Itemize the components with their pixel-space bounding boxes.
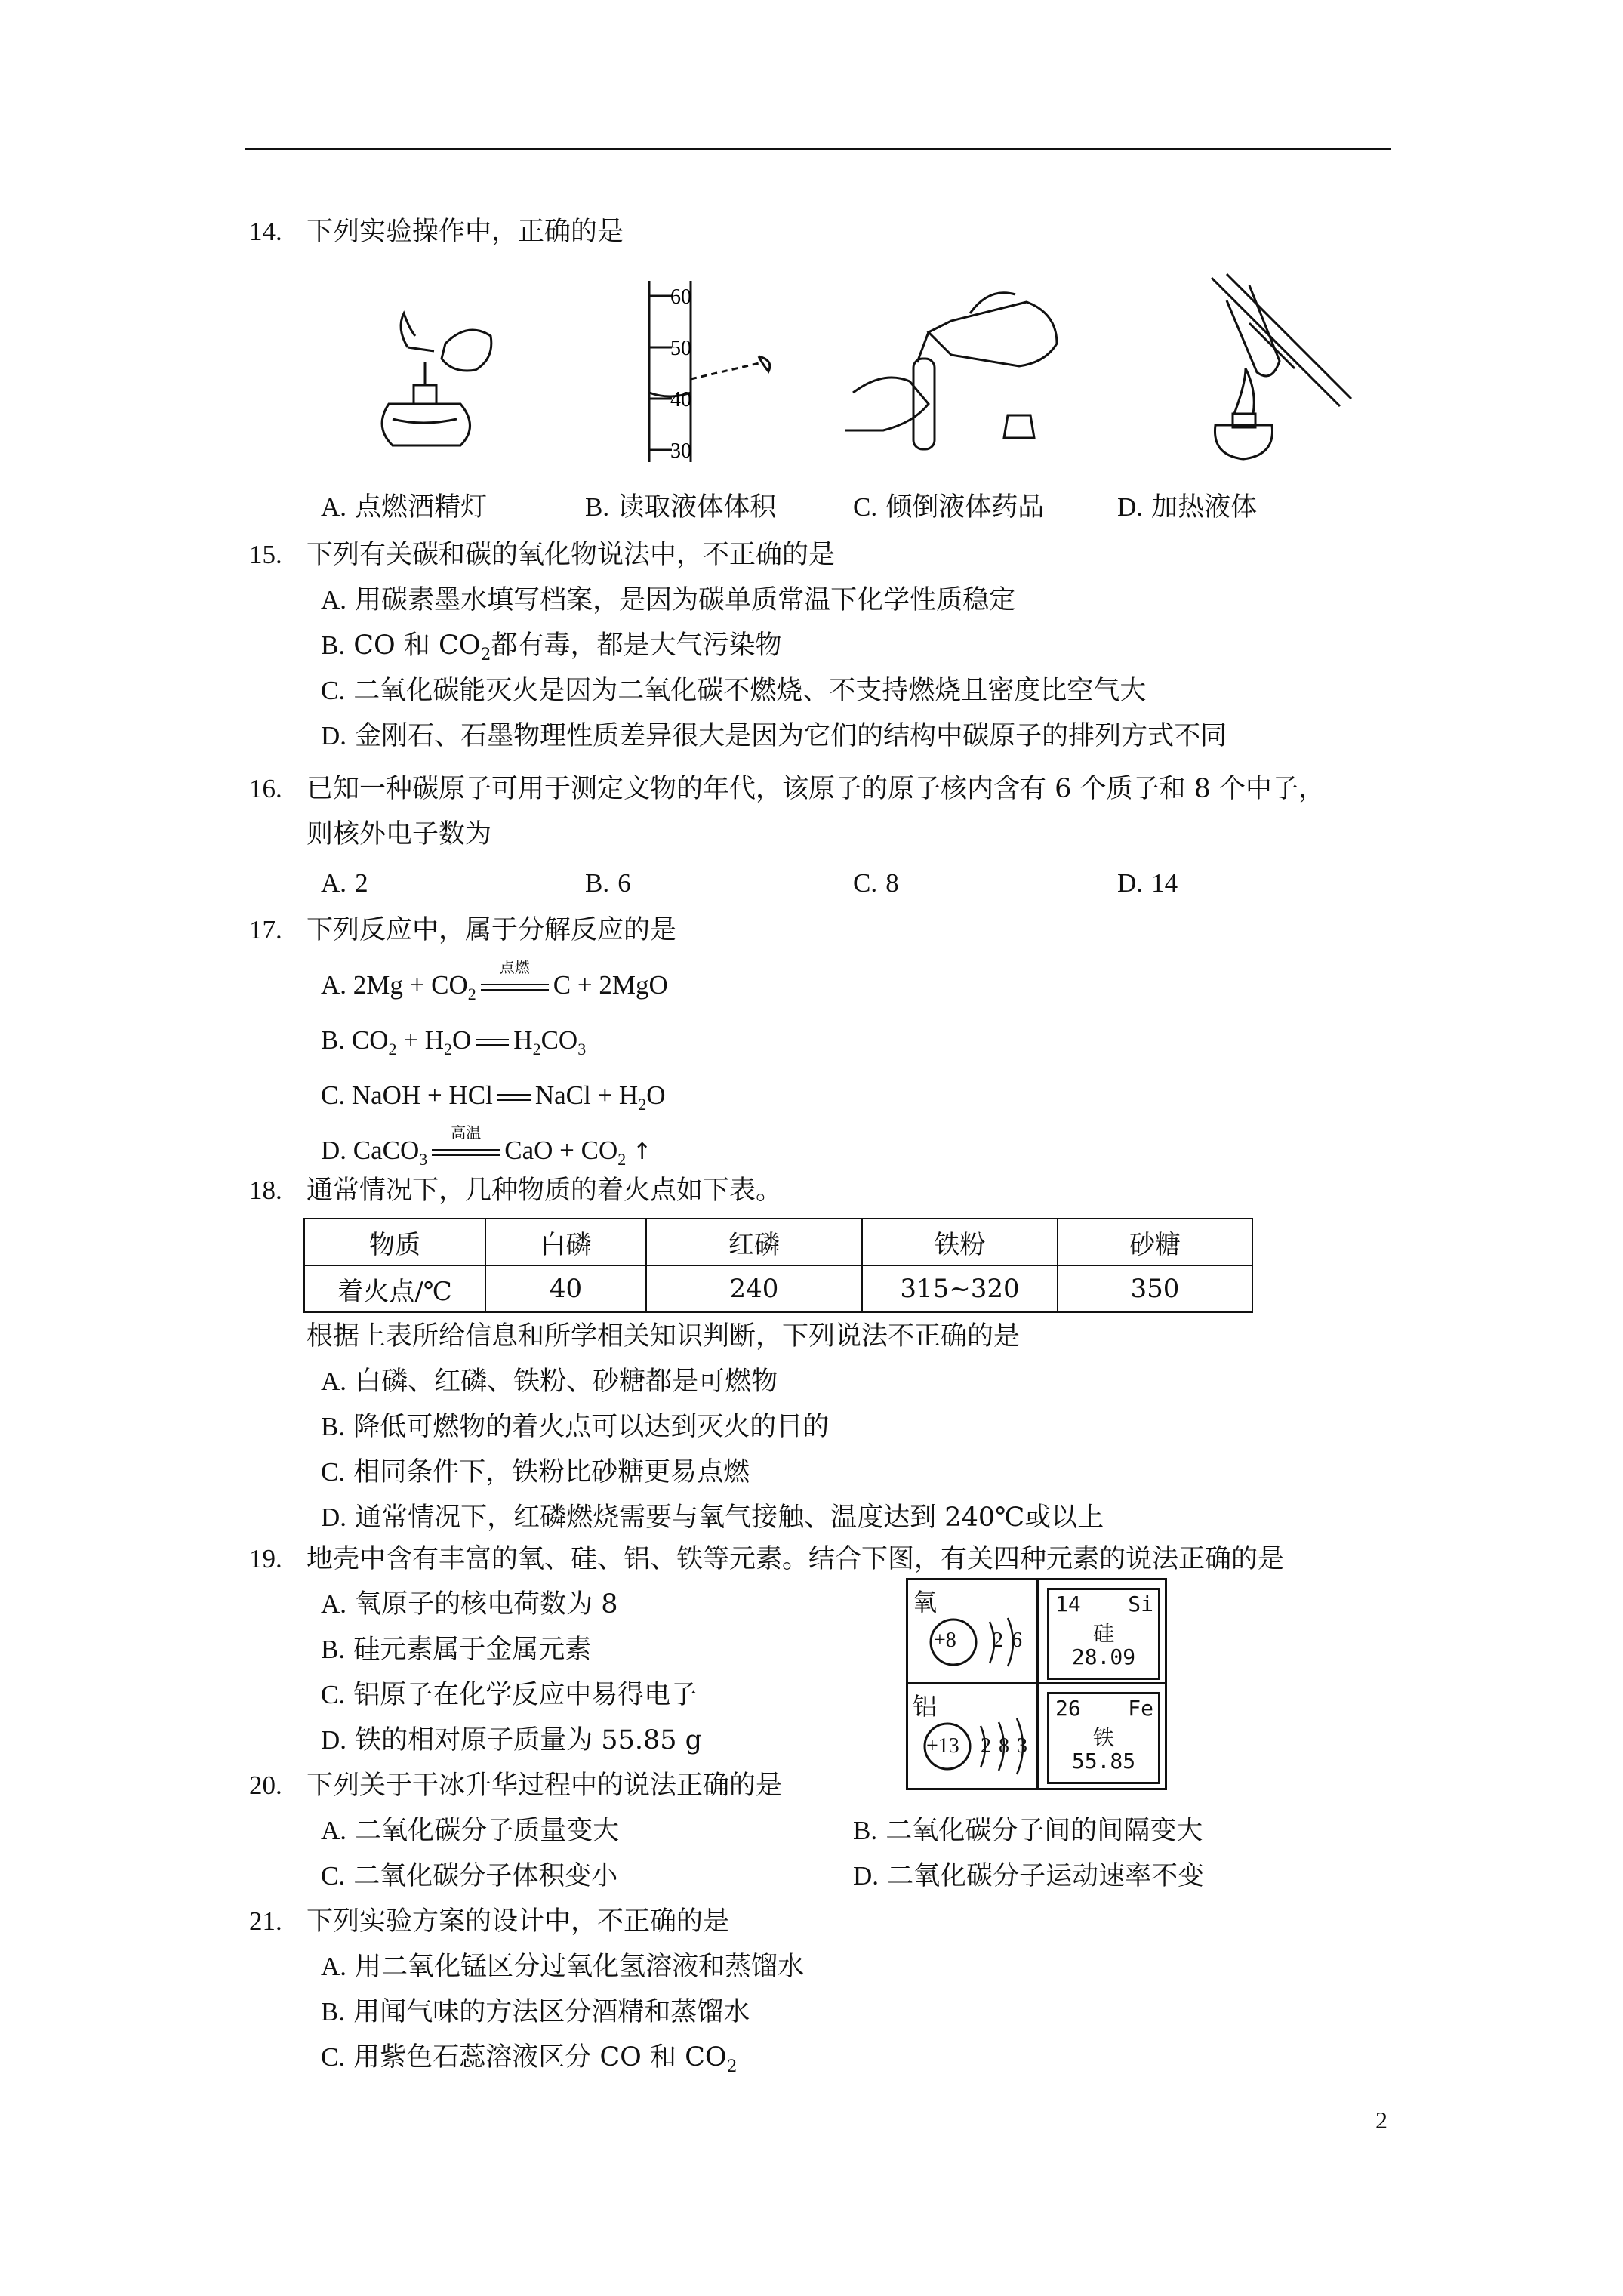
oxygen-label: 氧 xyxy=(913,1588,938,1616)
question-18-after: 根据上表所给信息和所学相关知识判断，下列说法不正确的是 xyxy=(306,1321,1021,1351)
q16-option-b[interactable]: B. 6 xyxy=(585,868,631,898)
question-number: 14. xyxy=(249,217,282,246)
question-20: 20. 下列关于干冰升华过程中的说法正确的是 xyxy=(249,1771,783,1801)
reaction-equals-sign: 高温 xyxy=(432,1142,500,1164)
q18-option-b[interactable]: B. 降低可燃物的着火点可以达到灭火的目的 xyxy=(321,1412,830,1442)
question-stem: 通常情况下，几种物质的着火点如下表。 xyxy=(306,1176,783,1206)
element-figure: 氧 +8 2 6 14 Si 硅 28.09 铝 +13 2 8 3 26 Fe 铁 55.85 xyxy=(906,1578,1167,1790)
question-15: 15. 下列有关碳和碳的氧化物说法中，不正确的是 xyxy=(249,540,836,570)
silicon-cell: 14 Si 硅 28.09 xyxy=(1047,1588,1160,1680)
tick-50: 50 xyxy=(670,337,691,360)
pouring-liquid-figure xyxy=(838,272,1072,464)
q16-option-d[interactable]: D. 14 xyxy=(1117,868,1178,898)
alcohol-lamp-figure xyxy=(362,276,498,468)
q18-option-d[interactable]: D. 通常情况下，红磷燃烧需要与氧气接触、温度达到 240℃或以上 xyxy=(321,1502,1104,1533)
question-stem: 已知一种碳原子可用于测定文物的年代，该原子的原子核内含有 6 个质子和 8 个中子， xyxy=(306,774,1326,804)
ignition-point-table xyxy=(303,1218,1253,1313)
q14-option-a[interactable]: A. 点燃酒精灯 xyxy=(321,492,488,522)
question-21: 21. 下列实验方案的设计中，不正确的是 xyxy=(249,1906,730,1937)
q15-option-a[interactable]: A. 用碳素墨水填写档案，是因为碳单质常温下化学性质稳定 xyxy=(321,585,1016,615)
question-18: 18. 通常情况下，几种物质的着火点如下表。 xyxy=(249,1176,783,1206)
q17-option-a[interactable]: A. $2Mg + CO_2$ 点燃 C + 2MgO xyxy=(321,959,668,1003)
page-number: 2 xyxy=(1375,2106,1387,2134)
reaction-equals-sign xyxy=(476,1031,509,1054)
q19-option-d[interactable]: D. 铁的相对原子质量为 55.85 g xyxy=(321,1725,703,1755)
heating-liquid-figure xyxy=(1159,270,1355,468)
q18-option-c[interactable]: C. 相同条件下，铁粉比砂糖更易点燃 xyxy=(321,1457,750,1487)
q20-option-b[interactable]: B. 二氧化碳分子间的间隔变大 xyxy=(853,1816,1203,1846)
q14-option-d[interactable]: D. 加热液体 xyxy=(1117,492,1258,522)
q14-option-b[interactable]: B. 读取液体体积 xyxy=(585,492,777,522)
gas-arrow-icon: ↑ xyxy=(633,1139,652,1165)
question-stem: 地壳中含有丰富的氧、硅、铝、铁等元素。结合下图，有关四种元素的说法正确的是 xyxy=(306,1544,1285,1574)
q17-option-d[interactable]: D. CaCO$_3$ 高温 CaO + $CO_2$ ↑ xyxy=(321,1124,652,1169)
q21-option-b[interactable]: B. 用闻气味的方法区分酒精和蒸馏水 xyxy=(321,1997,750,2027)
q19-option-a[interactable]: A. 氧原子的核电荷数为 8 xyxy=(321,1589,618,1620)
tick-60: 60 xyxy=(670,285,691,309)
aluminum-label: 铝 xyxy=(913,1692,938,1721)
q18-option-a[interactable]: A. 白磷、红磷、铁粉、砂糖都是可燃物 xyxy=(321,1367,778,1397)
question-17: 17. 下列反应中，属于分解反应的是 xyxy=(249,915,677,945)
q14-option-c[interactable]: C. 倾倒液体药品 xyxy=(853,492,1045,522)
question-stem: 下列实验方案的设计中，不正确的是 xyxy=(306,1906,730,1937)
q17-option-b[interactable]: B. $CO_2 + H_2O$ $H_2CO_3$ xyxy=(321,1025,587,1059)
q20-option-a[interactable]: A. 二氧化碳分子质量变大 xyxy=(321,1816,620,1846)
q16-option-a[interactable]: A. 2 xyxy=(321,868,368,898)
table-row: 着火点/℃ 40 240 315~320 350 xyxy=(304,1265,1252,1312)
tick-40: 40 xyxy=(670,388,691,411)
q19-option-c[interactable]: C. 铝原子在化学反应中易得电子 xyxy=(321,1680,698,1710)
question-16-line2: 则核外电子数为 xyxy=(306,819,492,849)
question-16: 16. 已知一种碳原子可用于测定文物的年代，该原子的原子核内含有 6 个质子和 8 个中子， xyxy=(249,774,1326,804)
header-rule xyxy=(245,148,1391,150)
reaction-equals-sign: 点燃 xyxy=(481,976,549,999)
q16-option-c[interactable]: C. 8 xyxy=(853,868,899,898)
table-header-row: 物质 白磷 红磷 铁粉 砂糖 xyxy=(304,1219,1252,1265)
q21-option-c[interactable]: C. 用紫色石蕊溶液区分 CO 和 $CO_2$ xyxy=(321,2042,738,2076)
tick-30: 30 xyxy=(670,439,691,463)
question-stem: 下列有关碳和碳的氧化物说法中，不正确的是 xyxy=(306,540,836,570)
q15-option-c[interactable]: C. 二氧化碳能灭火是因为二氧化碳不燃烧、不支持燃烧且密度比空气大 xyxy=(321,676,1147,706)
question-19: 19. 地壳中含有丰富的氧、硅、铝、铁等元素。结合下图，有关四种元素的说法正确的是 xyxy=(249,1544,1285,1574)
q20-option-c[interactable]: C. 二氧化碳分子体积变小 xyxy=(321,1861,618,1891)
q17-option-c[interactable]: C. NaOH + HCl NaCl + $H_2O$ xyxy=(321,1080,666,1114)
q20-option-d[interactable]: D. 二氧化碳分子运动速率不变 xyxy=(853,1861,1205,1891)
iron-cell: 26 Fe 铁 55.85 xyxy=(1047,1692,1160,1784)
q15-option-b[interactable]: B. CO 和 $CO_2$都有毒，都是大气污染物 xyxy=(321,630,782,664)
question-stem: 下列实验操作中，正确的是 xyxy=(306,217,624,247)
question-stem: 下列关于干冰升华过程中的说法正确的是 xyxy=(306,1771,783,1801)
q19-option-b[interactable]: B. 硅元素属于金属元素 xyxy=(321,1635,592,1665)
graduated-cylinder-figure xyxy=(634,281,785,470)
question-14 xyxy=(249,215,624,248)
q15-option-d[interactable]: D. 金刚石、石墨物理性质差异很大是因为它们的结构中碳原子的排列方式不同 xyxy=(321,721,1227,751)
reaction-equals-sign xyxy=(497,1086,531,1109)
q21-option-a[interactable]: A. 用二氧化锰区分过氧化氢溶液和蒸馏水 xyxy=(321,1952,805,1982)
question-stem: 下列反应中，属于分解反应的是 xyxy=(306,915,677,945)
